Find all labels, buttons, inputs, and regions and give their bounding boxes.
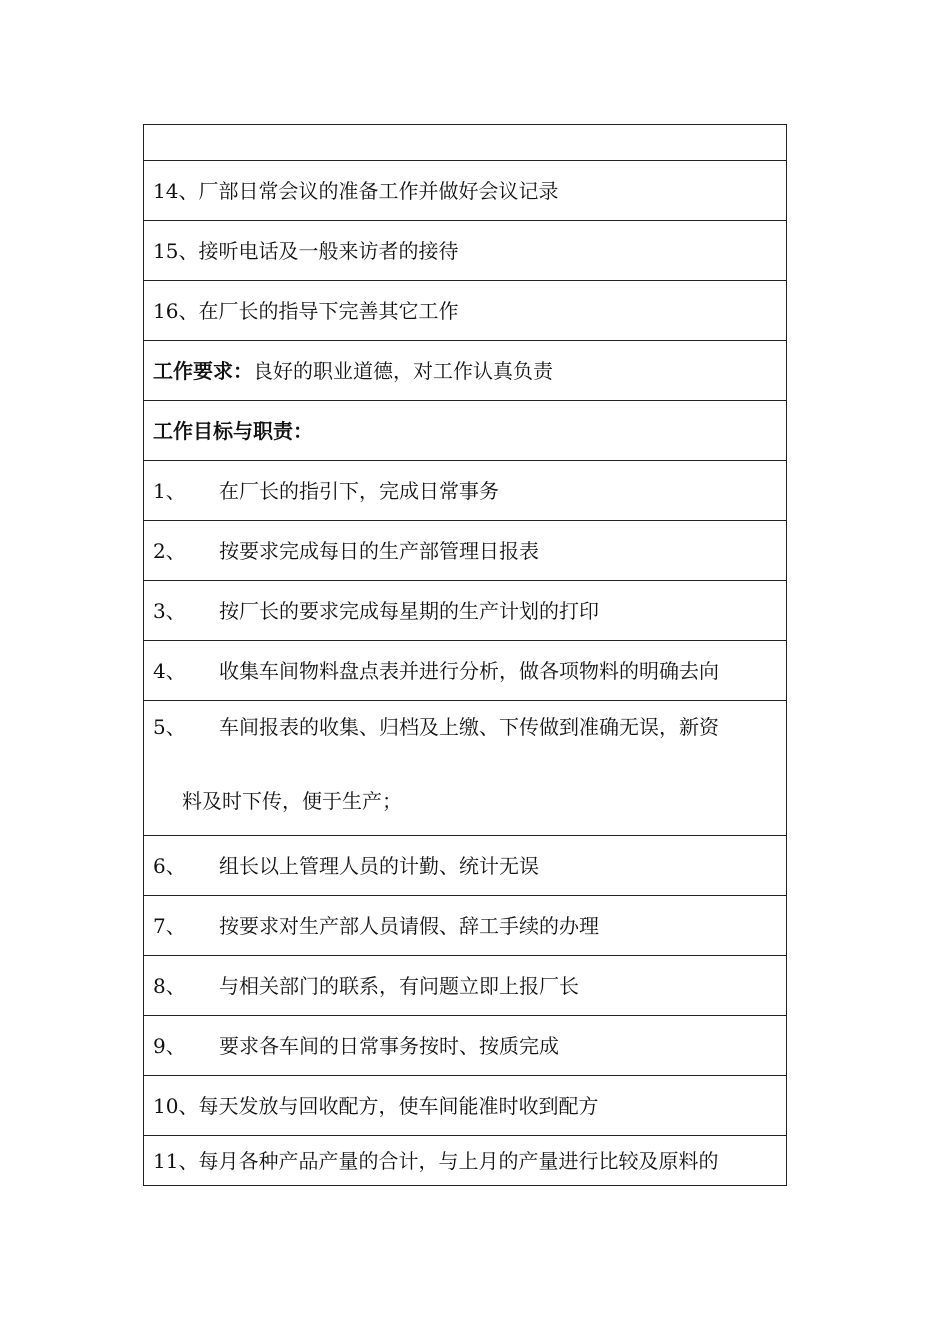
table-row: [144, 1135, 786, 1185]
table-row: [144, 220, 786, 280]
item-text: 收集车间物料盘点表并进行分析，做各项物料的明确去向: [219, 658, 719, 683]
item-text: 按要求对生产部人员请假、辞工手续的办理: [219, 913, 599, 938]
work-requirement-label: 工作要求：: [153, 358, 253, 383]
item-number: 2、: [153, 538, 186, 563]
item-number: 3、: [153, 598, 186, 623]
item-text: 车间报表的收集、归档及上缴、下传做到准确无误，新资: [219, 715, 719, 739]
item-number: 9、: [153, 1033, 186, 1058]
item-text: 组长以上管理人员的计勤、统计无误: [219, 853, 539, 878]
row-text: 14、厂部日常会议的准备工作并做好会议记录: [153, 178, 559, 203]
table-row: [144, 1015, 786, 1075]
row-text: 16、在厂长的指导下完善其它工作: [153, 298, 459, 323]
table-row: [144, 160, 786, 220]
item-number: 8、: [153, 973, 186, 998]
item-text: 按厂长的要求完成每星期的生产计划的打印: [219, 598, 599, 623]
item-text: 在厂长的指引下，完成日常事务: [219, 478, 499, 503]
table-row: [144, 640, 786, 700]
work-requirement-row: [144, 340, 786, 400]
table-row: [144, 520, 786, 580]
duty-table: [143, 124, 787, 1186]
table-row-empty: [144, 125, 786, 160]
work-requirement-text: 良好的职业道德，对工作认真负责: [253, 358, 553, 383]
work-goals-heading-row: [144, 400, 786, 460]
item-number: 7、: [153, 913, 186, 938]
table-row: [144, 580, 786, 640]
work-goals-label: 工作目标与职责：: [153, 418, 313, 443]
row-text: 10、每天发放与回收配方，使车间能准时收到配方: [153, 1093, 599, 1118]
item-number: 5、: [153, 715, 186, 739]
table-row: [144, 895, 786, 955]
table-row: [144, 1075, 786, 1135]
item-continuation-line: 料及时下传，便于生产；: [182, 789, 402, 813]
row-text: 11、每月各种产品产量的合计，与上月的产量进行比较及原料的: [153, 1148, 719, 1173]
item-text: 与相关部门的联系，有问题立即上报厂长: [219, 973, 579, 998]
table-row: [144, 955, 786, 1015]
table-row: [144, 280, 786, 340]
table-row: [144, 460, 786, 520]
item-number: 4、: [153, 658, 186, 683]
item-number: 6、: [153, 853, 186, 878]
item-number: 1、: [153, 478, 186, 503]
item-first-line: [153, 715, 719, 739]
row-text: 15、接听电话及一般来访者的接待: [153, 238, 459, 263]
table-row: [144, 835, 786, 895]
item-text: 按要求完成每日的生产部管理日报表: [219, 538, 539, 563]
table-row: [144, 700, 786, 835]
item-text: 要求各车间的日常事务按时、按质完成: [219, 1033, 559, 1058]
